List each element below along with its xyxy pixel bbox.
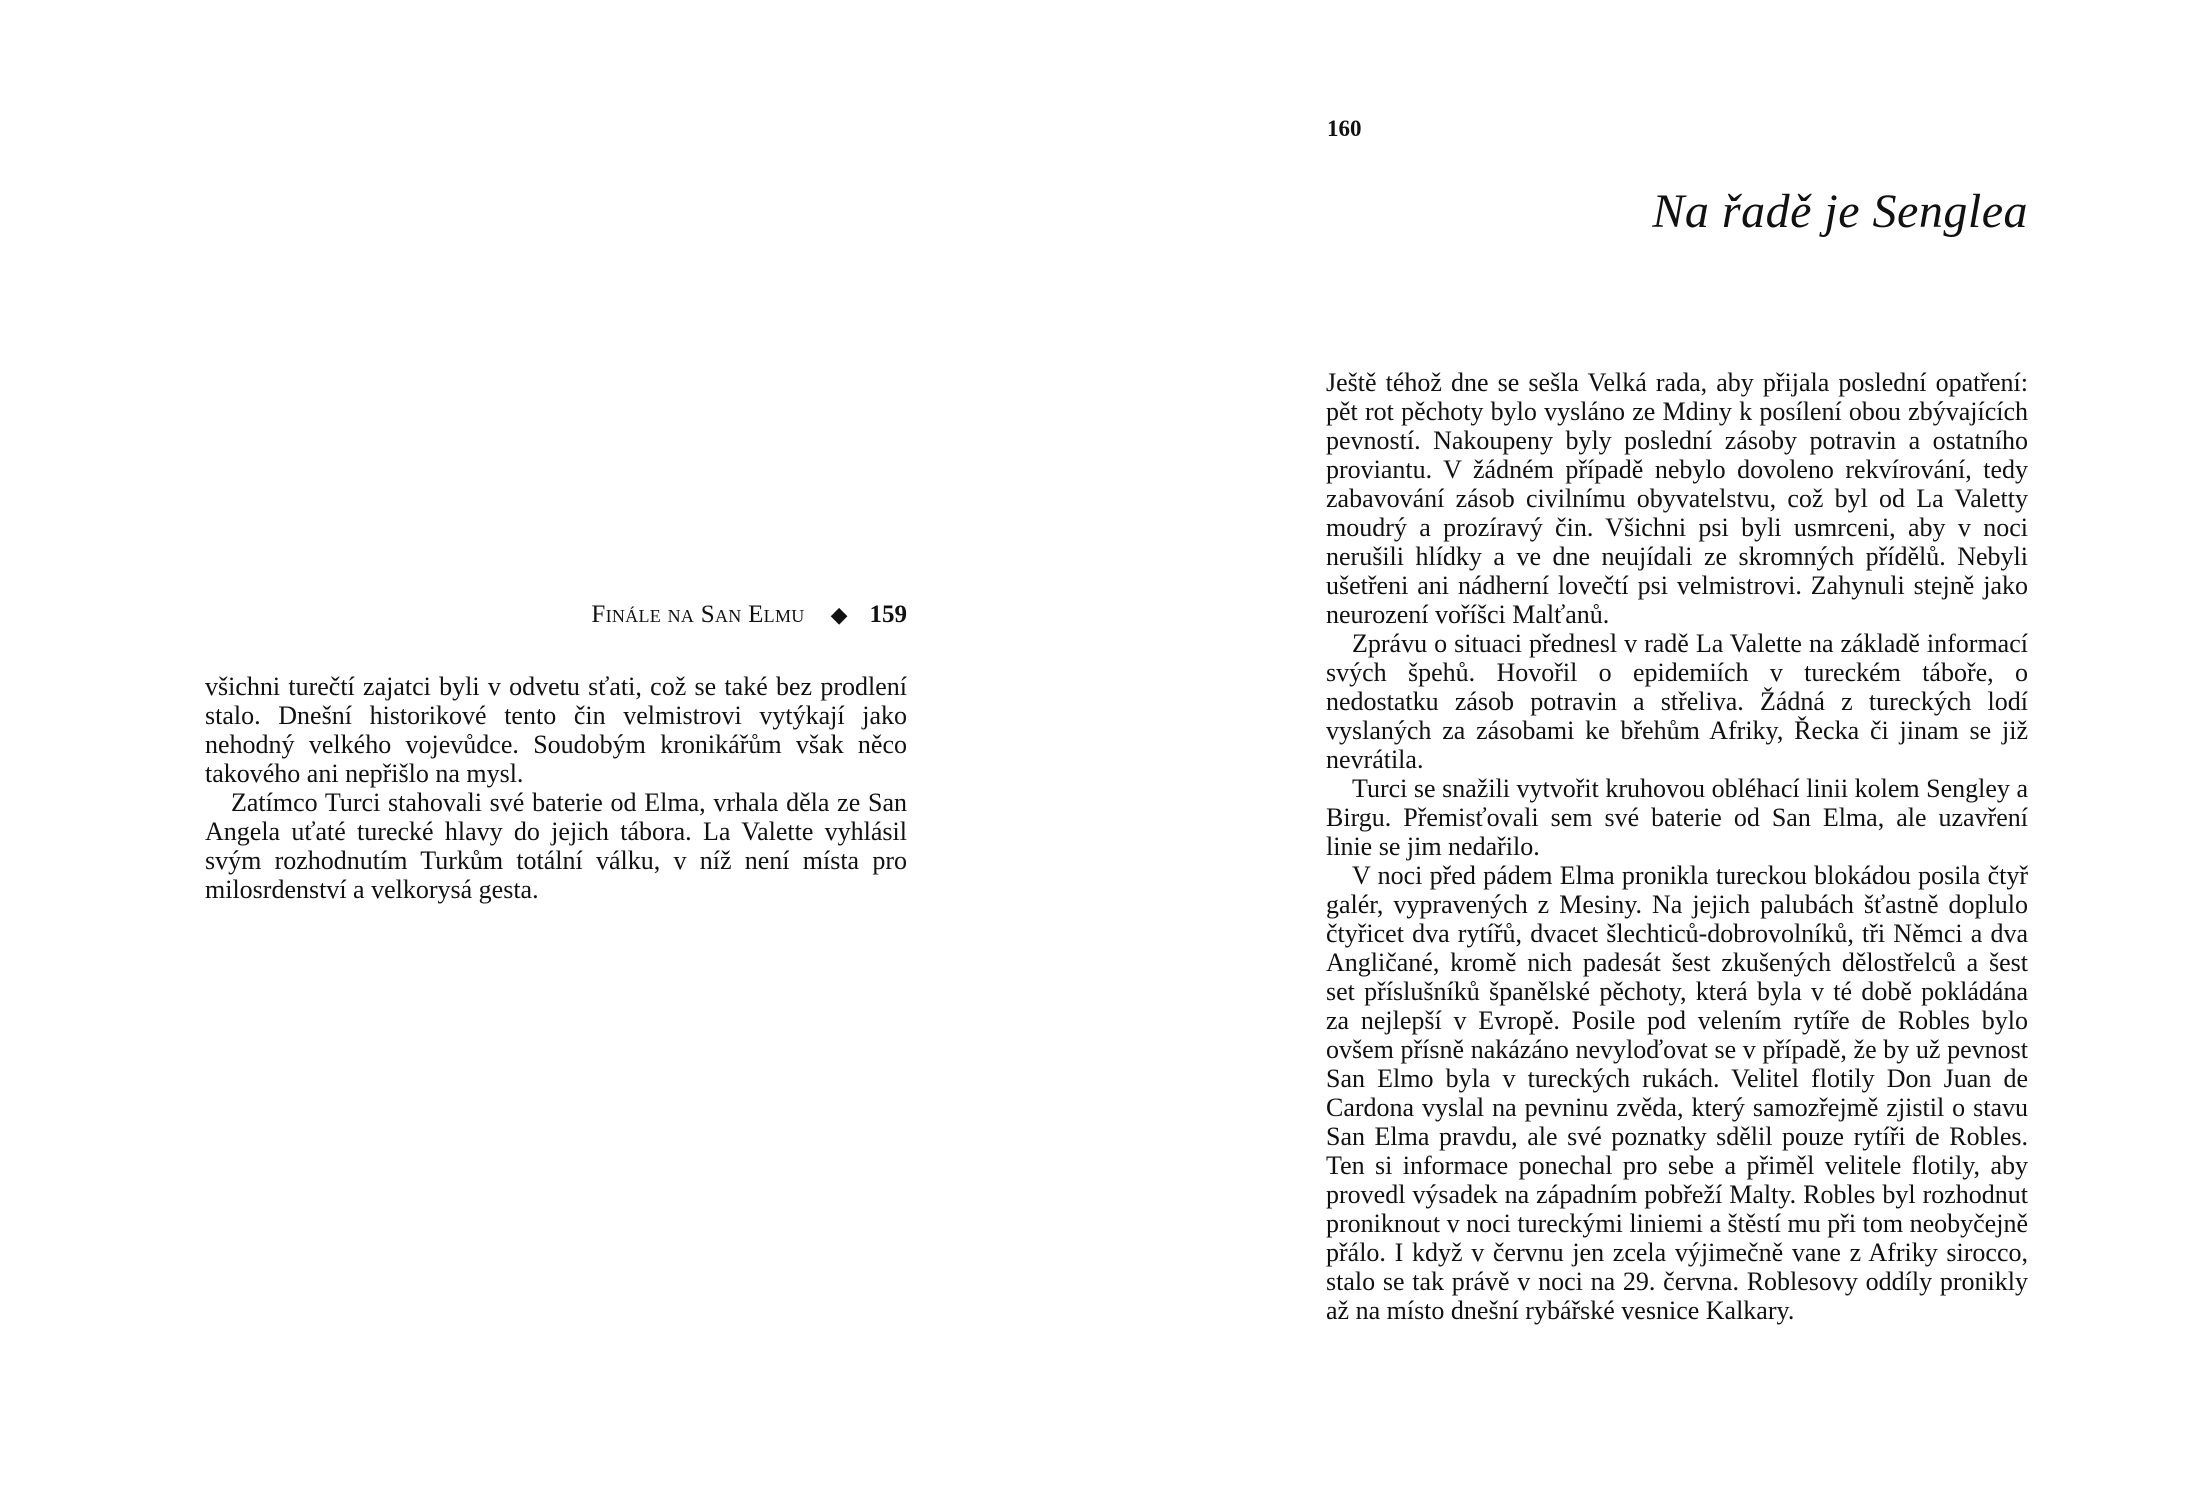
right-body-text: [1326, 368, 2028, 1325]
chapter-title: Na řadě je Senglea: [1652, 185, 2028, 238]
paragraph: Zprávu o situaci přednesl v radě La Valette na základě informací svých špehů. Hovořil o epidemiích v tureckém táboře, o nedostatku zásob potravin a střeliva. Žádná z tureckých lodí vyslaných za zásobami ke břehům Afriky, Řecka či jinam se již nevrátila.: [1326, 629, 2028, 774]
paragraph: Ještě téhož dne se sešla Velká rada, aby přijala poslední opatření: pět rot pěchoty bylo vysláno ze Mdiny k posílení obou zbývajících pevností. Nakoupeny byly poslední zásoby potravin a ostatního proviantu. V žádném případě nebylo dovoleno rekvírování, tedy zabavování zásob civilnímu obyvatelstvu, což byl od La Valetty moudrý a prozíravý čin. Všichni psi byli usmrceni, aby v noci nerušili hlídky a ve dne neujídali ze skromných přídělů. Nebyli ušetřeni ani nádherní lovečtí psi velmistrovi. Zahynuli stejně jako neurození voříšci Malťanů.: [1326, 368, 2028, 629]
left-body-text: [205, 672, 907, 904]
paragraph: Zatímco Turci stahovali své baterie od Elma, vrhala děla ze San Angela uťaté turecké hlavy do jejich tábora. La Valette vyhlásil svým rozhodnutím Turkům totální válku, v níž není místa pro milosrdenství a velkorysá gesta.: [205, 788, 907, 904]
running-head-title: Finále na San Elmu: [591, 601, 805, 628]
running-head: [205, 600, 907, 630]
right-page: [1105, 0, 2210, 1500]
right-page-number: 160: [1327, 116, 1362, 141]
paragraph: Turci se snažili vytvořit kruhovou obléhací linii kolem Sengley a Birgu. Přemisťovali sem své baterie od San Elma, ale uzavření linie se jim nedařilo.: [1326, 774, 2028, 861]
left-page-number: 159: [869, 601, 907, 628]
paragraph: všichni turečtí zajatci byli v odvetu sťati, což se také bez prodlení stalo. Dnešní historikové tento čin velmistrovi vytýkají jako nehodný velkého vojevůdce. Soudobým kronikářům však něco takového ani nepřišlo na mysl.: [205, 672, 907, 788]
diamond-ornament-icon: ◆: [830, 602, 848, 627]
paragraph: V noci před pádem Elma pronikla tureckou blokádou posila čtyř galér, vypravených z Mesiny. Na jejich palubách šťastně doplulo čtyřicet dva rytířů, dvacet šlechticů-dobrovolníků, tři Němci a dva Angličané, kromě nich padesát šest zkušených dělostřelců a šest set příslušníků španělské pěchoty, která byla v té době pokládána za nejlepší v Evropě. Posile pod velením rytíře de Robles bylo ovšem přísně nakázáno nevyloďovat se v případě, že by už pevnost San Elmo byla v tureckých rukách. Velitel flotily Don Juan de Cardona vyslal na pevninu zvěda, který samozřejmě zjistil o stavu San Elma pravdu, ale své poznatky sdělil pouze rytíři de Robles. Ten si informace ponechal pro sebe a přiměl velitele flotily, aby provedl výsadek na západním pobřeží Malty. Robles byl rozhodnut proniknout v noci tureckými liniemi a štěstí mu při tom neobyčejně přálo. I když v červnu jen zcela výjimečně vane z Afriky sirocco, stalo se tak právě v noci na 29. června. Roblesovy oddíly pronikly až na místo dnešní rybářské vesnice Kalkary.: [1326, 861, 2028, 1325]
